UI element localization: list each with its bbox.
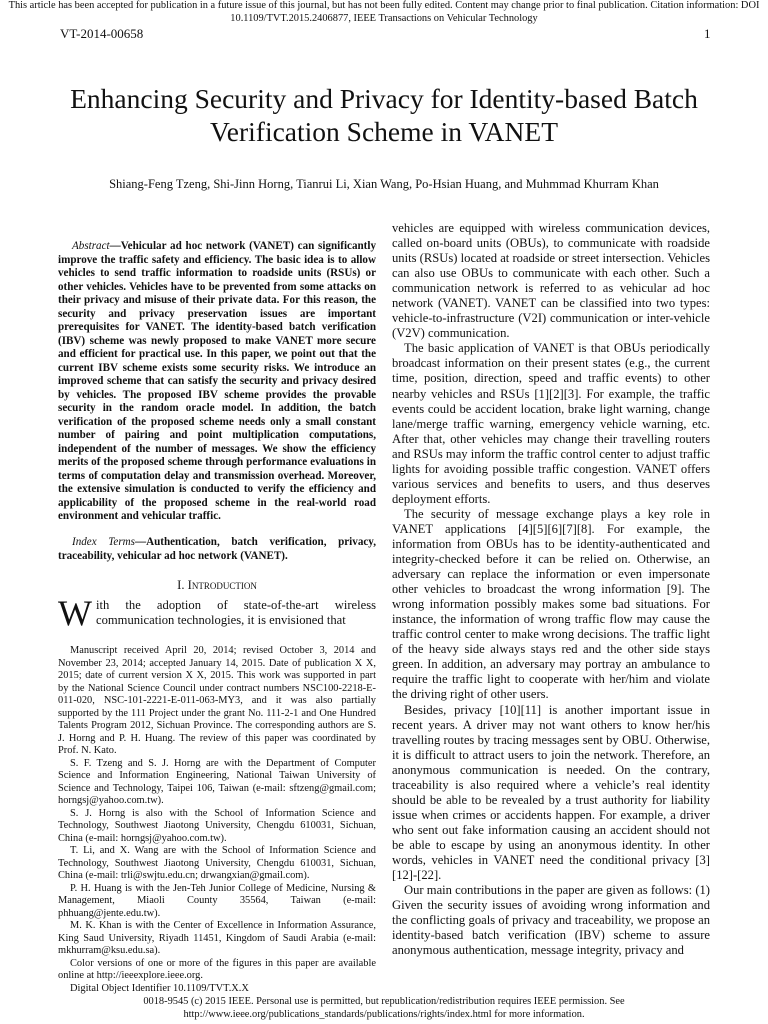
copyright-footer: 0018-9545 (c) 2015 IEEE. Personal use is permitted, but republication/redistribution requires IEEE permission. See http://www.ieee.org/publications_standards/publications/rights/index.html for more information.: [143, 996, 625, 1020]
footnote-doi: Digital Object Identifier 10.1109/TVT.X.X: [70, 982, 249, 994]
journal-status-note: This article has been accepted for publication in a future issue of this journal, but has not been fully edited. Content may change prior to final publication. Citation information: DOI 10.1109/TVT.2015.2406877, IEEE Transactions on Vehicular Technology: [8, 0, 760, 24]
footnote-manuscript: Manuscript received April 20, 2014; revised October 3, 2014 and November 23, 2014; accepted January 14, 2015. Date of publication X X, 2015; date of current version X X, 2015. This work was supported in part by the National Science Council under contract numbers NSC100-2218-E-011-020, NSC-101-2221-E-011-063-MY3, and it was also partially supported by the 111 Project under the grant No. 111-2-1 and One Hundred Talents Program 2012, Sichuan Province. The corresponding authors are S. J. Horng and P. H. Huang. The review of this paper was coordinated by Prof. N. Kato.: [58, 645, 376, 756]
body-paragraph: Besides, privacy [10][11] is another important issue in recent years. A driver may not want others to know her/his travelling routes by tracing messages sent by OBU. Otherwise, it is difficult to attract users to join the network. Therefore, an anonymous communication is needed. On the contrary, traceability is also required where a vehicle’s real identity should be able to be revealed by a trust authority for liability issue when crimes or accidents happen. For example, a driver who sent out fake information causing an accident should not be able to escape by using an anonymous identity. In other words, vehicles in VANET need the conditional privacy [3][12]-[22].: [392, 702, 710, 883]
page-number: 1: [704, 26, 711, 41]
author-list: Shiang-Feng Tzeng, Shi-Jinn Horng, Tianrui Li, Xian Wang, Po-Hsian Huang, and Muhmmad Khurram Khan: [109, 177, 659, 191]
abstract-lead: Abstract: [72, 240, 110, 252]
footnote-affiliation: P. H. Huang is with the Jen-Teh Junior College of Medicine, Nursing & Management, Miaoli County 35564, Taiwan (e-mail: phhuang@jente.edu.tw).: [58, 882, 376, 919]
index-terms-lead: Index Terms: [72, 536, 135, 548]
footnote-affiliation: S. J. Horng is also with the School of Information Science and Technology, Southwest Jiaotong University, Chengdu 610031, Sichuan, China (e-mail: horngsj@yahoo.com.tw).: [58, 807, 376, 844]
footnote-affiliation: T. Li, and X. Wang are with the School of Information Science and Technology, Southwest Jiaotong University, Chengdu 610031, Sichuan, China (e-mail: trli@swjtu.edu.cn; drwangxian@gmail.com).: [58, 845, 376, 881]
abstract: [58, 240, 376, 524]
footnote-affiliation: M. K. Khan is with the Center of Excellence in Information Assurance, King Saud University, Riyadh 11451, Kingdom of Saudi Arabia (e-mail: mkhurram@ksu.edu.sa).: [58, 920, 376, 956]
footnote-affiliation: S. F. Tzeng and S. J. Horng are with the Department of Computer Science and Information Engineering, National Taiwan University of Science and Technology, Taipei 106, Taiwan (e-mail: sftzeng@gmail.com; horngsj@yahoo.com.tw).: [58, 757, 376, 806]
body-paragraph: The basic application of VANET is that OBUs periodically broadcast information on their present states (e.g., the current time, position, direction, speed and traffic events) to other nearby vehicles and RSUs [1][2][3]. For example, the traffic events could be accident location, brake light warning, change lane/merge traffic warning, emergency vehicle warning, etc. After that, other vehicles may change their travelling routers and RSUs may inform the traffic control center to adjust traffic lights for avoiding possible traffic congestion. VANET offers various services and benefits to users, and thus deserves deployment efforts.: [392, 341, 710, 506]
body-paragraph: Our main contributions in the paper are given as follows: (1) Given the security issues of avoiding wrong information and the conflicting goals of privacy and traceability, we propose an identity-based batch verification (IBV) scheme to assure anonymous authentication, message integrity, privacy and: [392, 883, 710, 958]
footnotes: [58, 645, 376, 995]
body-paragraph: vehicles are equipped with wireless communication devices, called on-board units (OBUs), to communicate with roadside units (RSUs) located at roadside or street intersection. Vehicles can also use OBUs to communicate with each other. Such a communication network is referred to as vehicular ad hoc network (VANET). VANET can be classified into two types: vehicle-to-infrastructure (V2I) communication or inter-vehicle (V2V) communication.: [392, 221, 710, 341]
index-terms-text: —Authentication, batch verification, privacy, traceability, vehicular ad hoc network (VANET).: [58, 536, 376, 562]
drop-cap: W: [58, 593, 92, 633]
index-terms: [58, 536, 376, 563]
paper-id: VT-2014-00658: [60, 26, 144, 41]
abstract-text: —Vehicular ad hoc network (VANET) can significantly improve the traffic safety and efficiency. The basic idea is to allow vehicles to send traffic information to roadside units (RSUs) or other vehicles. Vehicles have to be prevented from some attacks on their privacy and misuse of their private data. For this reason, the security and privacy preservation issues are important prerequisites for VANET. The identity-based batch verification (IBV) scheme was newly proposed to make VANET more secure and efficient for practical use. In this paper, we point out that the current IBV scheme exists some security risks. We introduce an improved scheme that can satisfy the security and privacy desired by vehicles. The proposed IBV scheme provides the provable security in the random oracle model. In addition, the batch verification of the proposed scheme needs only a small constant number of pairing and point multiplication computations, independent of the number of messages. We show the efficiency merits of the proposed scheme through performance evaluations in terms of computation delay and transmission overhead. Moreover, the extensive simulation is conducted to verify the efficiency and applicability of the proposed scheme in the real-world road environment and vehicular traffic.: [58, 240, 376, 522]
body-paragraph: The security of message exchange plays a key role in VANET applications [4][5][6][7][8]. For example, the information from OBUs has to be identity-authenticated and integrity-checked before it can be relied on. Otherwise, an adversary can replace the information or even impersonate other vehicles to broadcast the wrong information [9]. The wrong information possibly makes some bad situations. For instance, the information of wrong traffic flow may cause the traffic control center to make wrong decisions. The traffic light of the heavy side always stays red and the other side stays green. In addition, an adversary may portray an ambulance to require the traffic light to cooperate with her/him and violate the driving right of other users.: [392, 506, 710, 702]
footnote-color-versions: Color versions of one or more of the figures in this paper are available online at http://ieeexplore.ieee.org.: [58, 957, 376, 981]
intro-text: ith the adoption of state-of-the-art wireless communication technologies, it is envisioned that: [95, 598, 376, 627]
intro-paragraph: [58, 593, 376, 633]
paper-title: Enhancing Security and Privacy for Identity-based Batch Verification Scheme in VANET: [70, 83, 698, 147]
right-column-body: [392, 221, 710, 958]
section-heading-introduction: I. Introduction: [177, 578, 257, 592]
